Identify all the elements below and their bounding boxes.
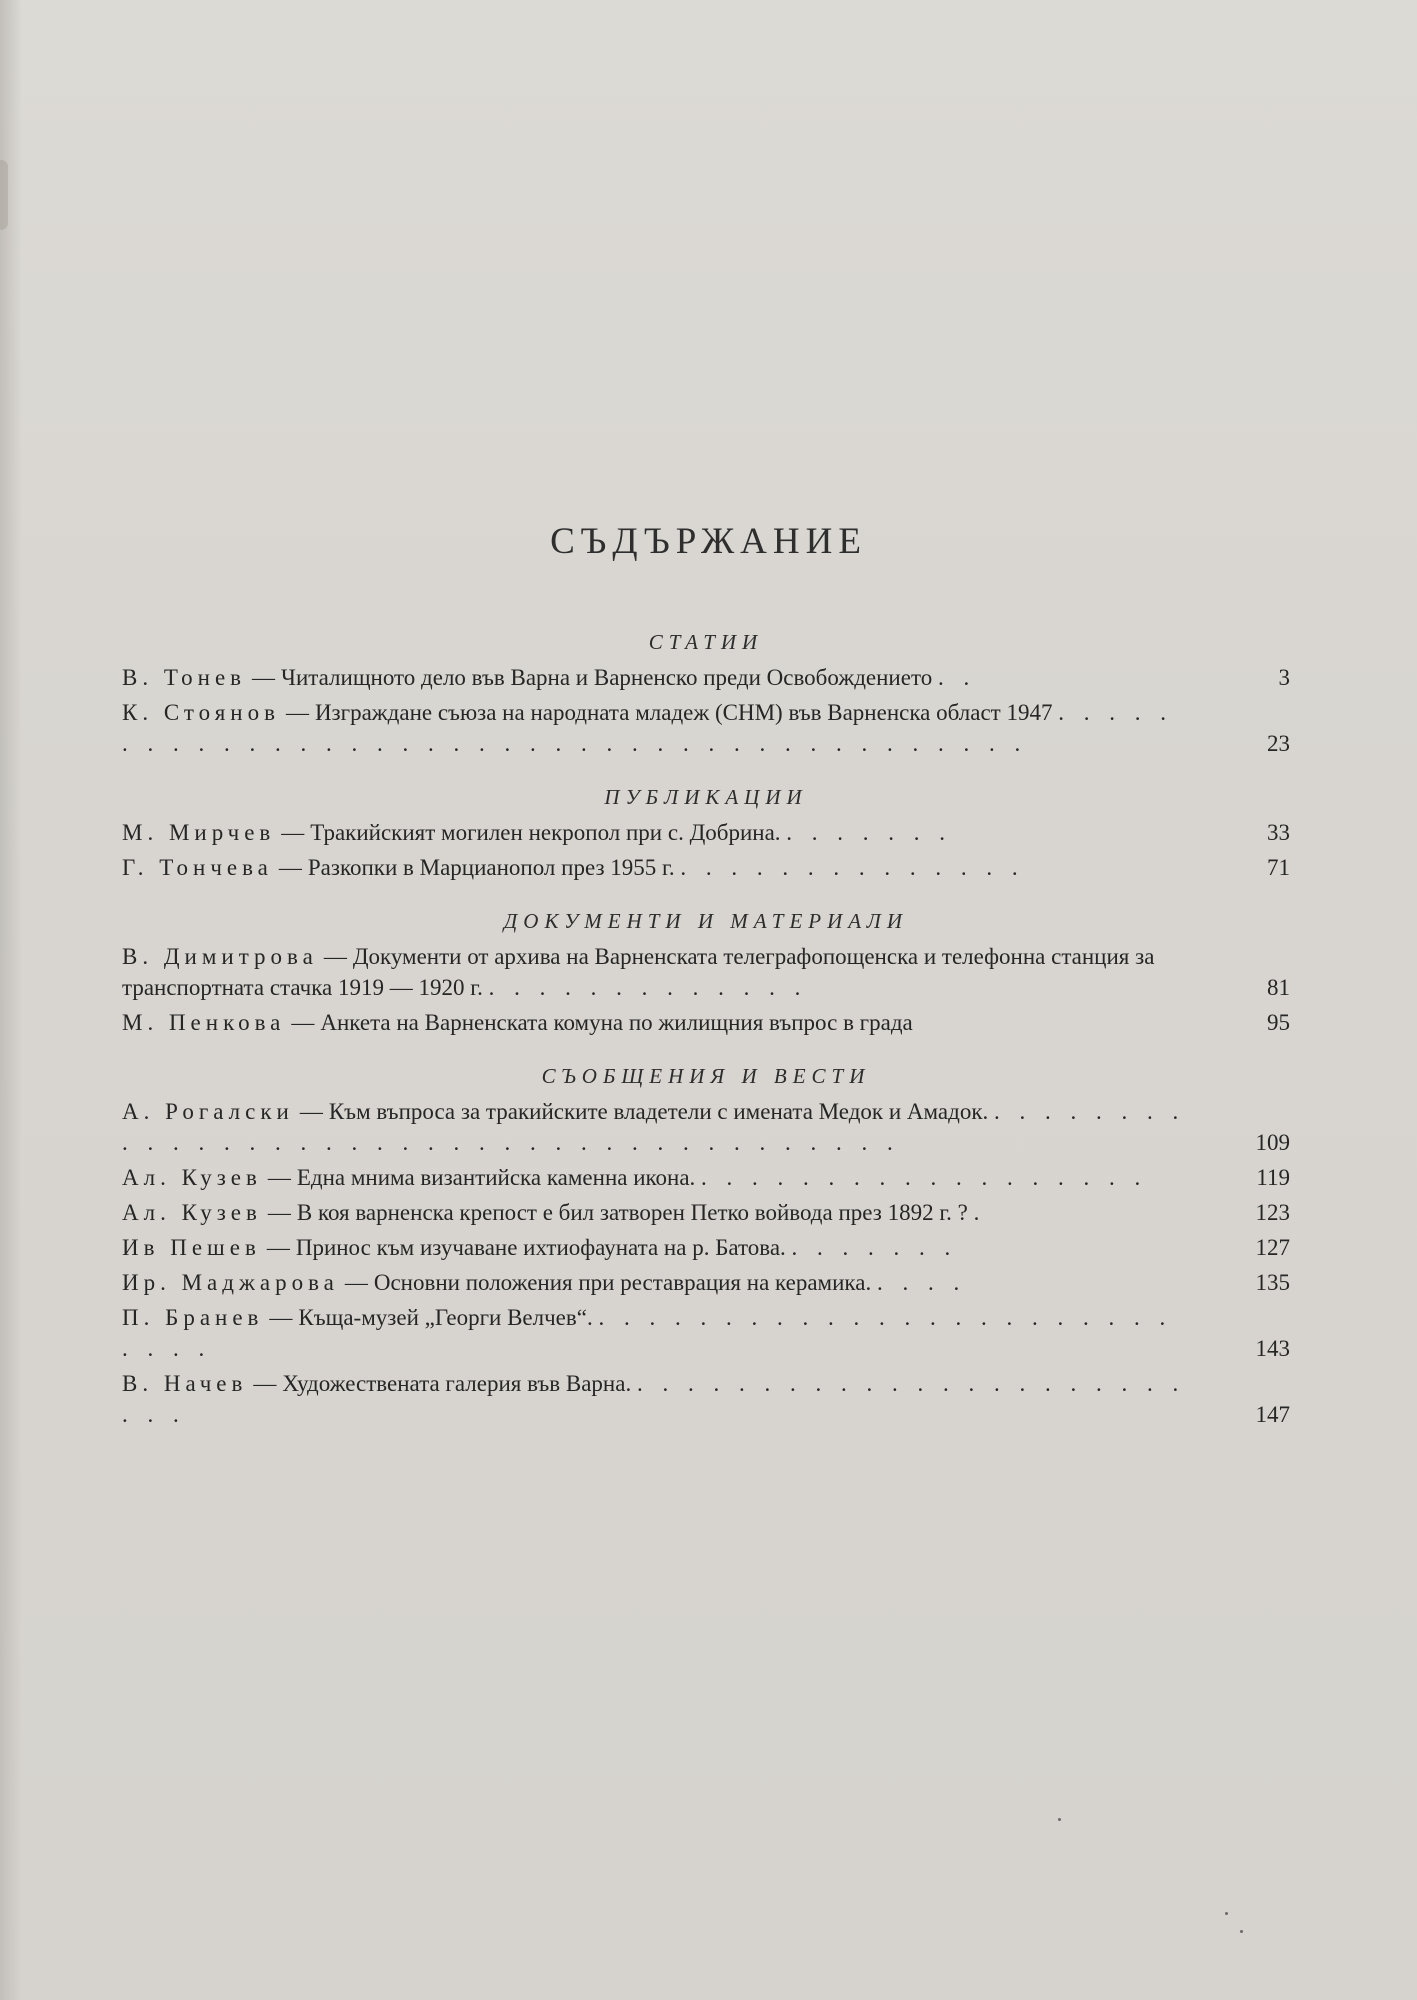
entry-author: В. Тонев (122, 665, 247, 690)
entry-title: Художествената галерия във Варна. (282, 1371, 632, 1396)
entry-title: Изграждане съюза на народната младеж (СНМ) във Варненска област 1947 (314, 700, 1053, 725)
paper-speck (1225, 1912, 1228, 1915)
entry-title: Принос към изучаване ихтиофауната на р. Батова. (295, 1235, 786, 1260)
entry-title: Читалищното дело във Варна и Варненско преди Освобождението (281, 665, 933, 690)
section-heading-news: СЪОБЩЕНИЯ И ВЕСТИ (541, 1064, 871, 1088)
toc-entry: Г. Тончева — Разкопки в Марцианопол през 1955 г. . . . . . . . . . . . . . . 71 (122, 852, 1290, 883)
dot-leader: . . (937, 665, 977, 690)
toc-entry: Ал. Кузев — В коя варненска крепост е бил затворен Петко войвода през 1892 г. ? . 123 (122, 1197, 1290, 1228)
section-heading-articles: СТАТИИ (648, 630, 764, 654)
section-heading-publications: ПУБЛИКАЦИИ (604, 785, 808, 809)
entry-author: А. Рогалски (122, 1099, 294, 1124)
entry-page-number: 147 (1255, 1402, 1290, 1427)
dot-leader: . (973, 1200, 987, 1225)
dot-leader: . . . . . . . . . . . . . . . . . . . . . . . . . . . . . . . . . . . . . . . . . (122, 700, 1173, 756)
entry-page-number: 3 (1278, 665, 1290, 690)
entry-page-number: 109 (1255, 1130, 1290, 1155)
table-of-contents (122, 628, 1290, 1434)
entry-author: Ив Пешев (122, 1235, 261, 1260)
entry-author: В. Начев (122, 1371, 248, 1396)
entry-title: Документи от архива на Варненската телеграфопощенска и телефонна станция за транспортната стачка 1919 — 1920 г. (122, 944, 1155, 1000)
toc-entry: М. Мирчев — Тракийският могилен некропол при с. Добрина. . . . . . . . 33 (122, 817, 1290, 848)
entry-title: Една мнима византийска каменна икона. (296, 1165, 696, 1190)
entry-author: В. Димитрова (122, 944, 318, 969)
toc-entry: Ив Пешев — Принос към изучаване ихтиофауната на р. Батова. . . . . . . . 127 (122, 1232, 1290, 1263)
section-heading-documents: ДОКУМЕНТИ И МАТЕРИАЛИ (503, 909, 909, 933)
entry-author: Ал. Кузев (122, 1200, 262, 1225)
dot-leader: . . . . . . . . . . . . . . . . . . (701, 1165, 1148, 1190)
paper-speck (1240, 1930, 1243, 1933)
entry-page-number: 127 (1255, 1235, 1290, 1260)
entry-page-number: 135 (1255, 1270, 1290, 1295)
entry-page-number: 119 (1256, 1165, 1290, 1190)
page-binding-shadow (0, 0, 22, 2000)
entry-page-number: 143 (1255, 1336, 1290, 1361)
entry-author: Ал. Кузев (122, 1165, 262, 1190)
toc-entry: П. Бранев — Къща-музей „Георги Велчев“. . . . . . . . . . . . . . . . . . . . . . . . . . . . 143 (122, 1302, 1290, 1364)
toc-entry: В. Начев — Художествената галерия във Варна. . . . . . . . . . . . . . . . . . . . . . . . . . 147 (122, 1368, 1290, 1430)
dot-leader: . . . . . . . . . . . . . (488, 975, 808, 1000)
entry-page-number: 95 (1267, 1010, 1290, 1035)
toc-entry: Ал. Кузев — Една мнима византийска каменна икона. . . . . . . . . . . . . . . . . . . 119 (122, 1162, 1290, 1193)
page-edge-mark (0, 160, 8, 230)
dot-leader: . . . . . . . . . . . . . . . . . . . . . . . . . . . . . . . . . . . . . . . (122, 1099, 1186, 1155)
toc-entry: В. Димитрова — Документи от архива на Варненската телеграфопощенска и телефонна станция за транспортната стачка 1919 — 1920 г. . . . . . . . . . . . . . 81 (122, 941, 1290, 1003)
entry-title: Анкета на Варненската комуна по жилищния въпрос в града (320, 1010, 913, 1035)
paper-speck (1058, 1818, 1061, 1821)
dot-leader: . . . . . . . (791, 1235, 958, 1260)
toc-entry: А. Рогалски — Към въпроса за тракийските владетели с имената Медок и Амадок. . . . . . . . . . . . . . . . . . . . . . . . . . . . . . . . . . . . . . . . 109 (122, 1096, 1290, 1158)
dot-leader: . . . . . . . . . . . . . . . . . . . . . . . . . . . (122, 1305, 1173, 1361)
entry-author: М. Мирчев (122, 820, 276, 845)
page-title: СЪДЪРЖАНИЕ (550, 521, 867, 562)
entry-page-number: 81 (1267, 975, 1290, 1000)
entry-author: Ир. Маджарова (122, 1270, 339, 1295)
entry-author: К. Стоянов (122, 700, 280, 725)
entry-page-number: 71 (1267, 855, 1290, 880)
toc-entry: К. Стоянов — Изграждане съюза на народната младеж (СНМ) във Варненска област 1947 . . . . . . . . . . . . . . . . . . . . . . . . . . . . . . . . . . . . . . . . . 23 (122, 697, 1290, 759)
entry-author: П. Бранев (122, 1305, 264, 1330)
dot-leader: . . . . . . . . . . . . . . (680, 855, 1025, 880)
entry-page-number: 23 (1267, 731, 1290, 756)
entry-page-number: 33 (1267, 820, 1290, 845)
entry-title: Къща-музей „Георги Велчев“. (298, 1305, 593, 1330)
entry-author: Г. Тончева (122, 855, 273, 880)
toc-entry: Ир. Маджарова — Основни положения при реставрация на керамика. . . . . 135 (122, 1267, 1290, 1298)
entry-title: Основни положения при реставрация на керамика. (373, 1270, 872, 1295)
toc-entry: М. Пенкова — Анкета на Варненската комуна по жилищния въпрос в града 95 (122, 1007, 1290, 1038)
dot-leader: . . . . . . . (786, 820, 953, 845)
entry-title: Тракийският могилен некропол при с. Добрина. (310, 820, 781, 845)
entry-title: Разкопки в Марцианопол през 1955 г. (307, 855, 675, 880)
entry-page-number: 123 (1255, 1200, 1290, 1225)
entry-title: Към въпроса за тракийските владетели с имената Медок и Амадок. (328, 1099, 989, 1124)
dot-leader: . . . . . . . . . . . . . . . . . . . . . . . . . (122, 1371, 1186, 1427)
entry-title: В коя варненска крепост е бил затворен Петко войвода през 1892 г. ? (296, 1200, 968, 1225)
dot-leader: . . . . (876, 1270, 967, 1295)
entry-author: М. Пенкова (122, 1010, 286, 1035)
toc-entry: В. Тонев — Читалищното дело във Варна и Варненско преди Освобождението . . 3 (122, 662, 1290, 693)
